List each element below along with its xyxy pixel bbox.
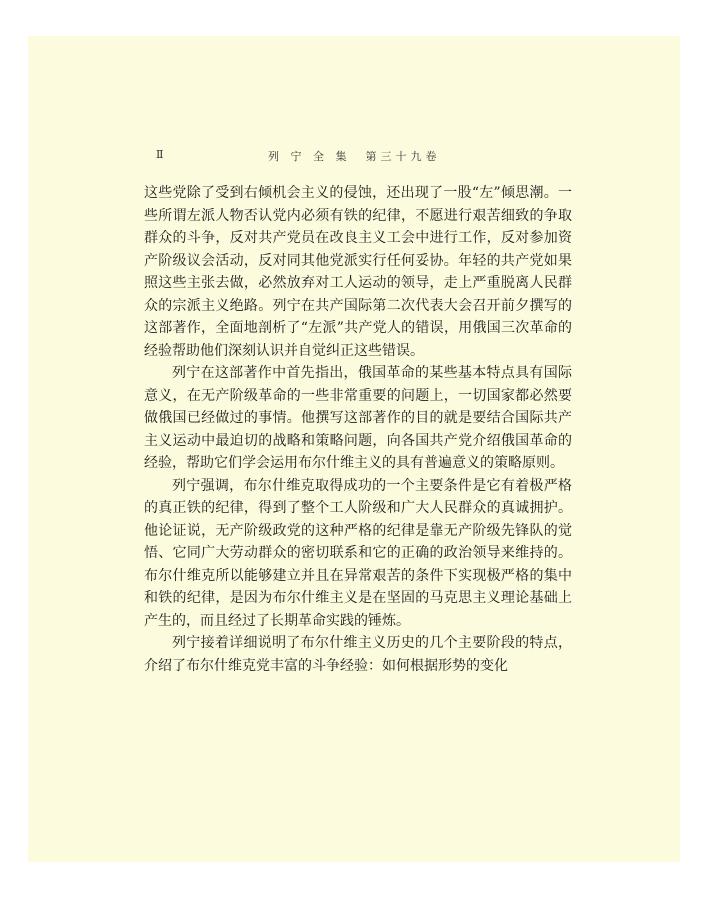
page-header: [0, 148, 708, 168]
paragraph: 这些党除了受到右倾机会主义的侵蚀，还出现了一股“左”倾思潮。一些所谓左派人物否认党内必须有铁的纪律，不愿进行艰苦细致的争取群众的斗争，反对共产党员在改良主义工会中进行工作，反对参加资产阶级议会活动，反对同其他党派实行任何妥协。年轻的共产党如果照这些主张去做，必然放弃对工人运动的领导，走上严重脱离人民群众的宗派主义绝路。列宁在共产国际第二次代表大会召开前夕撰写的这部著作，全面地剖析了“左派”共产党人的错误，用俄国三次革命的经验帮助他们深刻认识并自觉纠正这些错误。: [144, 185, 572, 359]
body-text: [144, 182, 572, 677]
paragraph: 列宁强调，布尔什维克取得成功的一个主要条件是它有着极严格的真正铁的纪律，得到了整个工人阶级和广大人民群众的真诚拥护。他论证说，无产阶级政党的这种严格的纪律是靠无产阶级先锋队的觉悟、它同广大劳动群众的密切联系和它的正确的政治领导来维持的。布尔什维克所以能够建立并且在异常艰苦的条件下实现极严格的集中和铁的纪律，是因为布尔什维主义是在坚固的马克思主义理论基础上产生的，而且经过了长期革命实践的锤炼。: [144, 477, 572, 629]
running-title: 列 宁 全 集 第三十九卷: [268, 150, 441, 163]
paragraph: 列宁接着详细说明了布尔什维主义历史的几个主要阶段的特点，介绍了布尔什维克党丰富的斗争经验：如何根据形势的变化: [144, 635, 572, 674]
paragraph: 列宁在这部著作中首先指出，俄国革命的某些基本特点具有国际意义，在无产阶级革命的一些非常重要的问题上，一切国家都必然要做俄国已经做过的事情。他撰写这部著作的目的就是要结合国际共产主义运动中最迫切的战略和策略问题，向各国共产党介绍俄国革命的经验，帮助它们学会运用布尔什维主义的具有普遍意义的策略原则。: [144, 365, 572, 471]
page-number: Ⅱ: [156, 148, 164, 161]
